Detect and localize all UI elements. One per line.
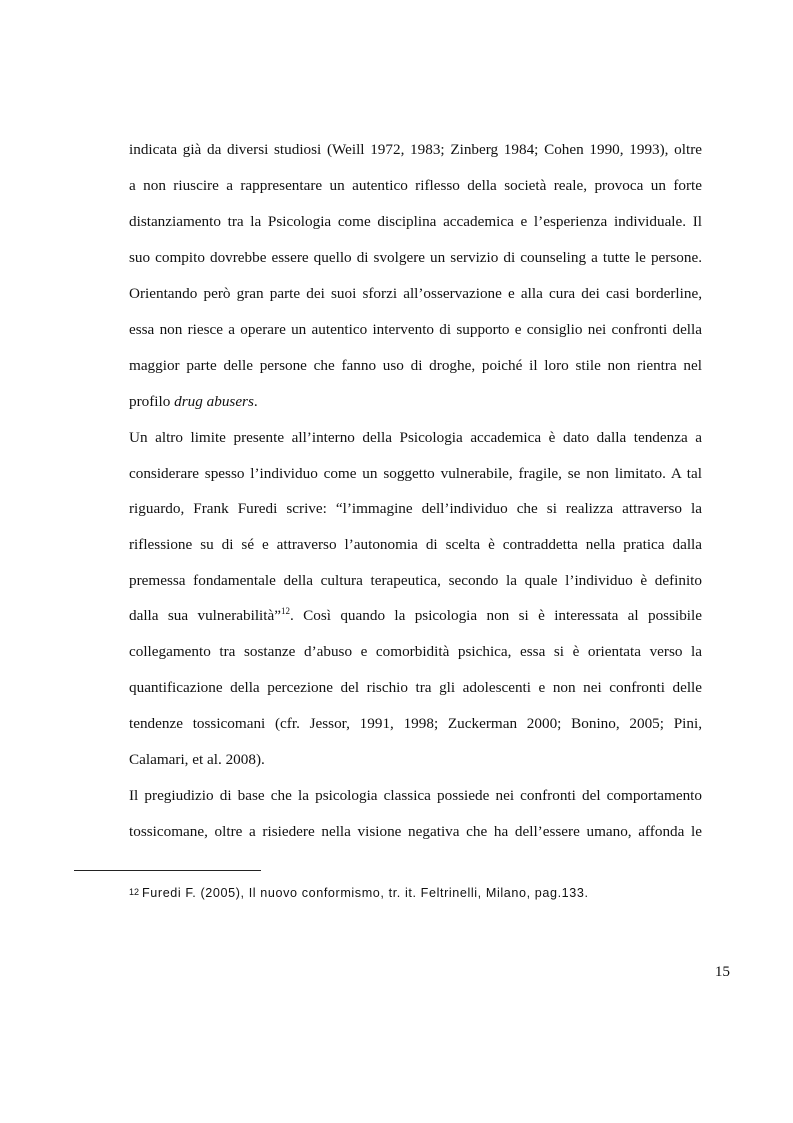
- body-line: suo compito dovrebbe essere quello di svolgere un servizio di counseling a tutte le persone.: [129, 249, 702, 266]
- body-line-vulnerabilita: [129, 606, 702, 626]
- body-line: tendenze tossicomani (cfr. Jessor, 1991, 1998; Zuckerman 2000; Bonino, 2005; Pini,: [129, 715, 702, 732]
- vuln-suffix: . Così quando la psicologia non si è interessata al possibile: [289, 607, 702, 624]
- footnote: [129, 884, 589, 902]
- page-number: 15: [714, 963, 730, 980]
- body-line: riguardo, Frank Furedi scrive: “l’immagine dell’individuo che si realizza attraverso la: [129, 500, 702, 517]
- body-line: Un altro limite presente all’interno della Psicologia accademica è dato dalla tendenza a: [129, 429, 702, 446]
- body-line-profilo: [129, 392, 702, 412]
- body-line: Orientando però gran parte dei suoi sforzi all’osservazione e alla cura dei casi borderline,: [129, 285, 702, 302]
- body-line: riflessione su di sé e attraverso l’autonomia di scelta è contraddetta nella pratica dalla: [129, 536, 702, 553]
- profilo-suffix: .: [253, 393, 258, 410]
- body-line: tossicomane, oltre a risiedere nella visione negativa che ha dell’essere umano, affonda le: [129, 823, 702, 840]
- body-line: essa non riesce a operare un autentico intervento di supporto e consiglio nei confronti della: [129, 321, 702, 338]
- footnote-reference[interactable]: 12: [280, 606, 290, 616]
- body-line: Calamari, et al. 2008).: [129, 751, 265, 768]
- footnote-number: 12: [129, 887, 140, 897]
- body-line: maggior parte delle persone che fanno uso di droghe, poiché il loro stile non rientra nel: [129, 357, 702, 374]
- body-line: indicata già da diversi studiosi (Weill 1972, 1983; Zinberg 1984; Cohen 1990, 1993), oltre: [129, 141, 702, 158]
- body-line: Il pregiudizio di base che la psicologia classica possiede nei confronti del comportamento: [129, 787, 702, 804]
- body-line: collegamento tra sostanze d’abuso e comorbidità psichica, essa si è orientata verso la: [129, 643, 702, 660]
- footnote-separator: [74, 870, 261, 871]
- profilo-prefix: profilo: [129, 393, 175, 410]
- body-line: a non riuscire a rappresentare un autentico riflesso della società reale, provoca un forte: [129, 177, 702, 194]
- body-line: quantificazione della percezione del rischio tra gli adolescenti e non nei confronti delle: [129, 679, 702, 696]
- body-line: considerare spesso l’individuo come un soggetto vulnerabile, fragile, se non limitato. A tal: [129, 465, 702, 482]
- body-line: distanziamento tra la Psicologia come disciplina accademica e l’esperienza individuale. Il: [129, 213, 702, 230]
- footnote-text: Furedi F. (2005), Il nuovo conformismo, tr. it. Feltrinelli, Milano, pag.133.: [142, 886, 589, 900]
- drug-abusers-term: drug abusers: [174, 393, 254, 410]
- vuln-prefix: dalla sua vulnerabilità”: [129, 607, 281, 624]
- body-line: premessa fondamentale della cultura terapeutica, secondo la quale l’individuo è definito: [129, 572, 702, 589]
